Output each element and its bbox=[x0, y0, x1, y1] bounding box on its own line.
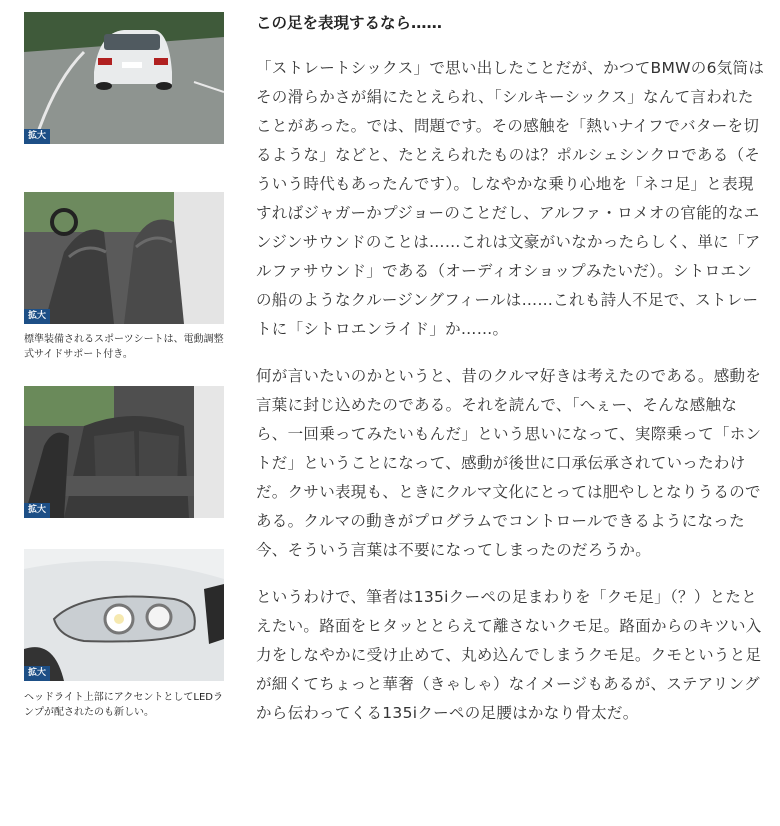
article-paragraph: 「ストレートシックス」で思い出したことだが、かつてBMWの6気筒はその滑らかさが絹にたとえられ、「シルキーシックス」なんて言われたことがあった。では、問題です。その感触を「熱いナイフでバターを切るような」などと、たとえられたものは？ポルシェシンクロである（そういう時代もあったんです）。しなやかな乗り心地を「ネコ足」と表現すればジャガーかプジョーのことだし、アルファ・ロメオの官能的なエンジンサウンドのことは……これは文豪がいなかったらしく、単に「アルファサウンド」である（オーディオショップみたいだ）。シトロエンの船のようなクルージングフィールは……これも詩人不足で、ストレートに「シトロエンライド」か……。 bbox=[256, 59, 765, 338]
headlight-image bbox=[24, 549, 224, 681]
article-paragraph: というわけで、筆者は135iクーペの足まわりを「クモ足」（？）とたとえたい。路面をヒタッととらえて離さないクモ足。路面からのキツい入力をしなやかに受け止めて、丸め込んでしまうクモ足。クモというと足が細くてちょっと華奢（きゃしゃ）なイメージもあるが、ステアリングから伝わってくる135iクーペの足腰はかなり骨太だ。 bbox=[256, 588, 762, 722]
enlarge-badge[interactable]: 拡大 bbox=[24, 503, 50, 518]
article-body bbox=[256, 12, 766, 746]
enlarge-badge[interactable]: 拡大 bbox=[24, 666, 50, 681]
section-heading: この足を表現するなら…… bbox=[256, 14, 443, 32]
front-seats-image bbox=[24, 192, 224, 324]
headlight-caption: ヘッドライト上部にアクセントとしてLEDランプが配されたのも新しい。 bbox=[24, 692, 223, 718]
headlight-photo[interactable] bbox=[24, 549, 224, 681]
enlarge-badge[interactable]: 拡大 bbox=[24, 309, 50, 324]
car-rear-image bbox=[24, 12, 224, 144]
front-seats-photo[interactable] bbox=[24, 192, 224, 324]
rear-seats-photo[interactable] bbox=[24, 386, 224, 518]
enlarge-badge[interactable]: 拡大 bbox=[24, 129, 50, 144]
rear-seats-image bbox=[24, 386, 224, 518]
article-paragraph: 何が言いたいのかというと、昔のクルマ好きは考えたのである。感動を言葉に封じ込めたのである。それを読んで、「へぇー、そんな感触なら、一回乗ってみたいもんだ」という思いになって、実際乗って「ホントだ」ということになって、感動が後世に口承伝承されていったわけだ。クサい表現も、ときにクルマ文化にとっては肥やしとなりうるのである。クルマの動きがプログラムでコントロールできるようになった今、そういう言葉は不要になってしまったのだろうか。 bbox=[256, 367, 762, 559]
car-rear-photo[interactable] bbox=[24, 12, 224, 144]
front-seats-caption: 標準装備されるスポーツシートは、電動調整式サイドサポート付き。 bbox=[24, 334, 224, 360]
